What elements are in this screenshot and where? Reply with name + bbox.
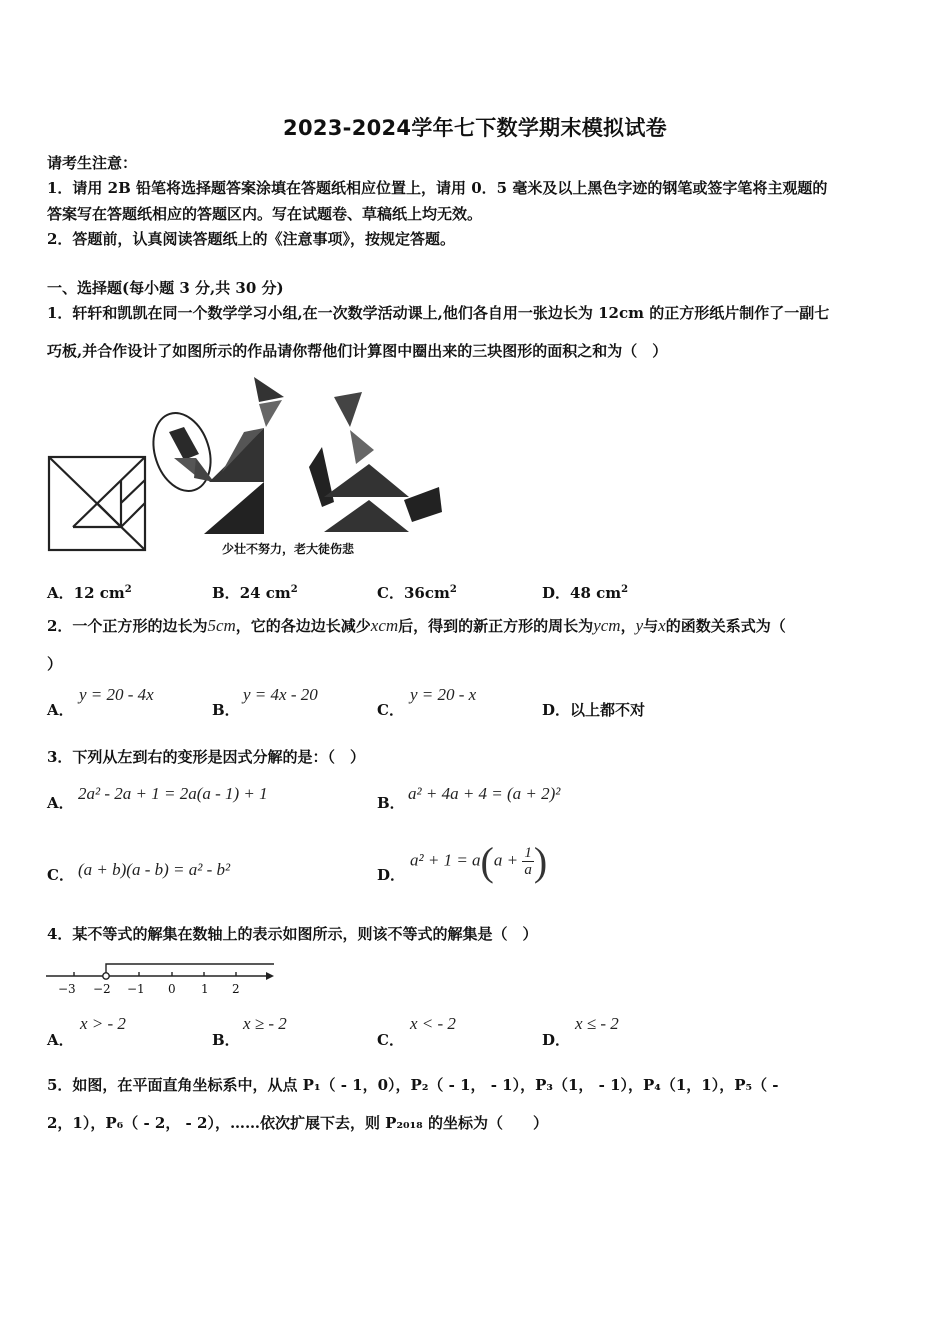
q2-math: x [658, 616, 666, 635]
tick-label: 2 [232, 982, 240, 996]
tick-label: −1 [127, 982, 145, 996]
notice-heading: 请考生注意： [47, 154, 138, 172]
figure-caption: 少壮不努力，老大徒伤悲 [222, 542, 355, 556]
q2-math: xcm [370, 616, 399, 635]
option-label: A． [47, 584, 74, 602]
q1-option-c[interactable] [377, 582, 457, 603]
option-label: D． [542, 584, 571, 602]
q4-option-c[interactable]: x < - 2 [410, 1014, 456, 1033]
q4-option-c-label: C． [377, 1031, 404, 1049]
q1-stem-line-1: 1．轩轩和凯凯在同一个数学学习小组,在一次数学活动课上,他们各自用一张边长为 12cm 的正方形纸片制作了一副七 [47, 304, 830, 322]
q2-text: 2．一个正方形的边长为 [47, 617, 208, 635]
q4-option-b-label: B． [212, 1031, 240, 1049]
option-text: 以上都不对 [570, 701, 646, 719]
q2-option-b-label: B． [212, 701, 240, 719]
fraction-numerator: 1 [524, 845, 532, 861]
option-value: 24 cm [239, 584, 291, 602]
q2-option-a-label: A． [47, 701, 74, 719]
q4-stem: 4．某不等式的解集在数轴上的表示如图所示，则该不等式的解集是（ ） [47, 925, 538, 943]
q5-stem-line-2: 2，1），P₆（ - 2， - 2），……依次扩展下去，则 P₂₀₁₈ 的坐标为（ ） [47, 1114, 548, 1132]
option-superscript: 2 [290, 584, 298, 595]
q2-stem-line-2: ） [47, 655, 63, 673]
tick-label: −2 [93, 982, 111, 996]
q2-math: ycm [593, 616, 621, 635]
tick-label: −3 [58, 982, 76, 996]
q1-option-d[interactable] [542, 582, 628, 603]
tick-label: 0 [168, 982, 176, 996]
math-inner: a + [493, 850, 519, 870]
option-value: 12 cm [73, 584, 125, 602]
option-value: 48 cm [570, 584, 622, 602]
option-label: C． [377, 584, 404, 602]
q2-text: ， [620, 617, 636, 635]
q3-stem: 3．下列从左到右的变形是因式分解的是：（ ） [47, 748, 365, 766]
page-title: 2023-2024学年七下数学期末模拟试卷 [283, 116, 667, 140]
q3-option-a[interactable]: 2a² - 2a + 1 = 2a(a - 1) + 1 [78, 784, 268, 803]
paren-open: ( [480, 839, 494, 884]
q3-option-a-label: A． [47, 794, 74, 812]
q4-option-d-label: D． [542, 1031, 571, 1049]
fraction-denominator: a [524, 862, 532, 878]
q4-option-b[interactable]: x ≥ - 2 [243, 1014, 287, 1033]
q2-option-c-label: C． [377, 701, 404, 719]
option-label: D． [542, 701, 571, 719]
option-label: B． [212, 584, 240, 602]
q2-text: 后，得到的新正方形的周长为 [398, 617, 594, 635]
tangram-square [49, 457, 145, 550]
q2-stem-line-1 [47, 615, 786, 636]
math-left: a² + 1 = a [410, 850, 481, 870]
q4-option-d[interactable]: x ≤ - 2 [575, 1014, 619, 1033]
q4-option-a-label: A． [47, 1031, 74, 1049]
q2-text: ，它的各边边长减少 [235, 617, 371, 635]
number-line [44, 958, 284, 1000]
q5-stem-line-1: 5．如图，在平面直角坐标系中，从点 P₁（ - 1，0），P₂（ - 1， - 1），P₃（1， - 1），P₄（1，1），P₅（ - [47, 1076, 779, 1094]
q1-option-a[interactable] [47, 582, 132, 603]
q3-option-b-label: B． [377, 794, 405, 812]
q2-option-b[interactable]: y = 4x - 20 [243, 685, 318, 704]
option-superscript: 2 [621, 584, 629, 595]
q3-option-c[interactable]: (a + b)(a - b) = a² - b² [78, 860, 231, 879]
q2-option-a[interactable]: y = 20 - 4x [79, 685, 154, 704]
fraction [522, 845, 534, 878]
q2-option-c[interactable]: y = 20 - x [410, 685, 477, 704]
notice-line-1b: 答案写在答题纸相应的答题区内。写在试题卷、草稿纸上均无效。 [47, 205, 483, 223]
q2-option-d[interactable] [542, 699, 645, 720]
paren-close: ) [533, 839, 548, 884]
section-heading: 一、选择题(每小题 3 分,共 30 分) [47, 279, 284, 297]
q2-text: 与 [643, 617, 659, 635]
tangram-figure [44, 372, 444, 560]
q2-text: 的函数关系式为（ [665, 617, 786, 635]
q4-option-a[interactable]: x > - 2 [80, 1014, 126, 1033]
q3-option-d[interactable] [410, 838, 547, 885]
tick-label: 1 [201, 982, 209, 996]
notice-line-2: 2．答题前，认真阅读答题纸上的《注意事项》，按规定答题。 [47, 230, 455, 248]
q2-math: 5cm [207, 616, 236, 635]
option-superscript: 2 [449, 584, 457, 595]
option-superscript: 2 [124, 584, 132, 595]
q3-option-d-label: D． [377, 866, 406, 884]
q1-option-b[interactable] [212, 582, 298, 603]
option-value: 36cm [403, 584, 450, 602]
q3-option-b[interactable]: a² + 4a + 4 = (a + 2)² [408, 784, 561, 803]
q2-math: y [635, 616, 644, 635]
q1-stem-line-2: 巧板,并合作设计了如图所示的作品请你帮他们计算图中圈出来的三块图形的面积之和为（ ） [47, 342, 668, 360]
q3-option-c-label: C． [47, 866, 74, 884]
notice-line-1a: 1．请用 2B 铅笔将选择题答案涂填在答题纸相应位置上，请用 0．5 毫米及以上黑色字迹的钢笔或签字笔将主观题的 [47, 179, 828, 197]
